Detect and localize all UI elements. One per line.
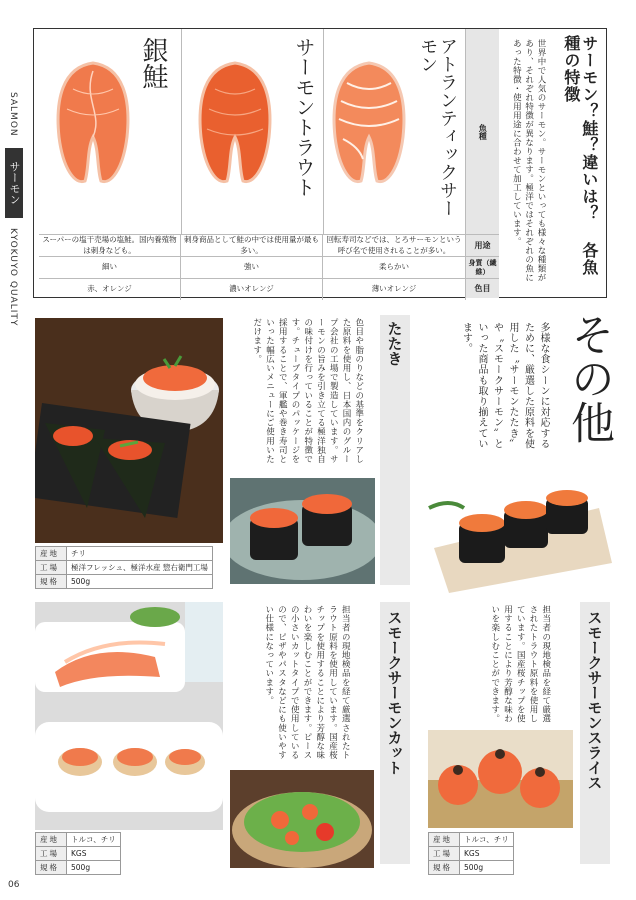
other-gunkan-photo: [424, 468, 614, 593]
cut-text: 担当者の現地検品を経て厳選されたトラウト原料を使用しています。国産桜チップを使用することにより芳醇な味わいを楽しむことができます。ピースの小さいカットタイプで使用しているので、ピザやパスタなどにも使いやすい仕様になっています。: [263, 605, 351, 760]
texture-cell-coho: 細い: [39, 256, 181, 278]
slice-text: 担当者の現地検品を経て厳選されたトラウト原料を使用しています。国産桜チップを使用することにより芳醇な味わいを楽しむことができます。: [489, 605, 551, 724]
texture-cell-trout: 強い: [181, 256, 323, 278]
side-brand: KYOKUYO QUALITY: [8, 228, 18, 327]
slice-spec-table: 産地 トルコ、チリ 工場 KGS 規格 500g: [428, 832, 514, 875]
fish-column-trout: [181, 29, 324, 234]
use-cell-trout: 刺身商品として鮭の中では使用量が最も多い。: [181, 234, 323, 256]
texture-cell-atlantic: 柔らかい: [323, 256, 466, 278]
section-title: サーモン？鮭？違いは？ 各魚種の特徴: [561, 35, 599, 276]
salmon-steak-image: [195, 59, 275, 189]
cut-photo-platter: [35, 602, 223, 830]
fish-column-atlantic: [323, 29, 466, 234]
fish-name: アトランティックサーモン: [417, 37, 458, 217]
row-header-color: 色目: [466, 278, 499, 298]
fish-name: サーモントラウト: [292, 37, 316, 197]
tataki-gunkan-photo: [230, 478, 375, 584]
slice-heading: スモークサーモンスライス: [580, 602, 610, 864]
side-label-english: SALMON: [8, 92, 18, 137]
cut-salad-photo: [230, 770, 374, 868]
side-tab: サーモン: [5, 148, 23, 218]
slice-temari-photo: [428, 730, 573, 828]
fish-column-coho: [39, 29, 182, 234]
page-number: 06: [8, 880, 20, 890]
other-text: 多様な食シーンに対応するために、厳選した原料を使用した〝サーモンたたき〟や〝スモークサーモン〟といった商品も取り揃えています。: [460, 322, 549, 450]
section-intro: 世界中で人気のサーモン。サーモンといっても様々な種類があり、それぞれ特徴が異なります。極洋ではそれぞれの魚にあった特徴・使用用途に合わせて加工しています。: [511, 39, 546, 282]
tataki-text: 色目や脂のりなどの基準をクリアした原料を使用し、日本国内のグループ会社の工場で製造しています。サーモンの旨みを引き立てる極洋独自の味付けを行っていることが特徴です。チューブタイプのパッケージを採用することで、軍艦や巻き寿司といった幅広いメニューにご使用いただけます。: [251, 318, 364, 464]
use-cell-atlantic: 回転寿司などでは、とろサーモンという呼び名で使用されることが多い。: [323, 234, 466, 256]
tataki-photo: [35, 318, 223, 543]
fish-comparison-box: [33, 28, 607, 298]
cut-spec-table: 産地 トルコ、チリ 工場 KGS 規格 500g: [35, 832, 121, 875]
tataki-heading: たたき: [380, 315, 410, 585]
color-cell-trout: 濃いオレンジ: [181, 278, 323, 300]
use-cell-coho: スーパーの塩干売場の塩鮭。国内養殖物は刺身なども。: [39, 234, 181, 256]
row-header-texture: 身質（繊維）: [466, 256, 499, 278]
salmon-steak-image: [329, 59, 409, 189]
color-cell-coho: 赤、オレンジ: [39, 278, 181, 300]
cut-heading: スモークサーモンカット: [380, 602, 410, 864]
row-header-use: 用途: [466, 234, 499, 256]
tataki-spec-table: 産地 チリ 工場 極洋フレッシュ、極洋水産 惣右衛門工場 規格 500g: [35, 546, 213, 589]
row-header-species: 魚種: [466, 29, 499, 234]
fish-name: 銀鮭: [138, 37, 168, 89]
color-cell-atlantic: 薄いオレンジ: [323, 278, 466, 300]
other-heading: その他: [563, 312, 614, 444]
salmon-steak-image: [53, 59, 133, 189]
